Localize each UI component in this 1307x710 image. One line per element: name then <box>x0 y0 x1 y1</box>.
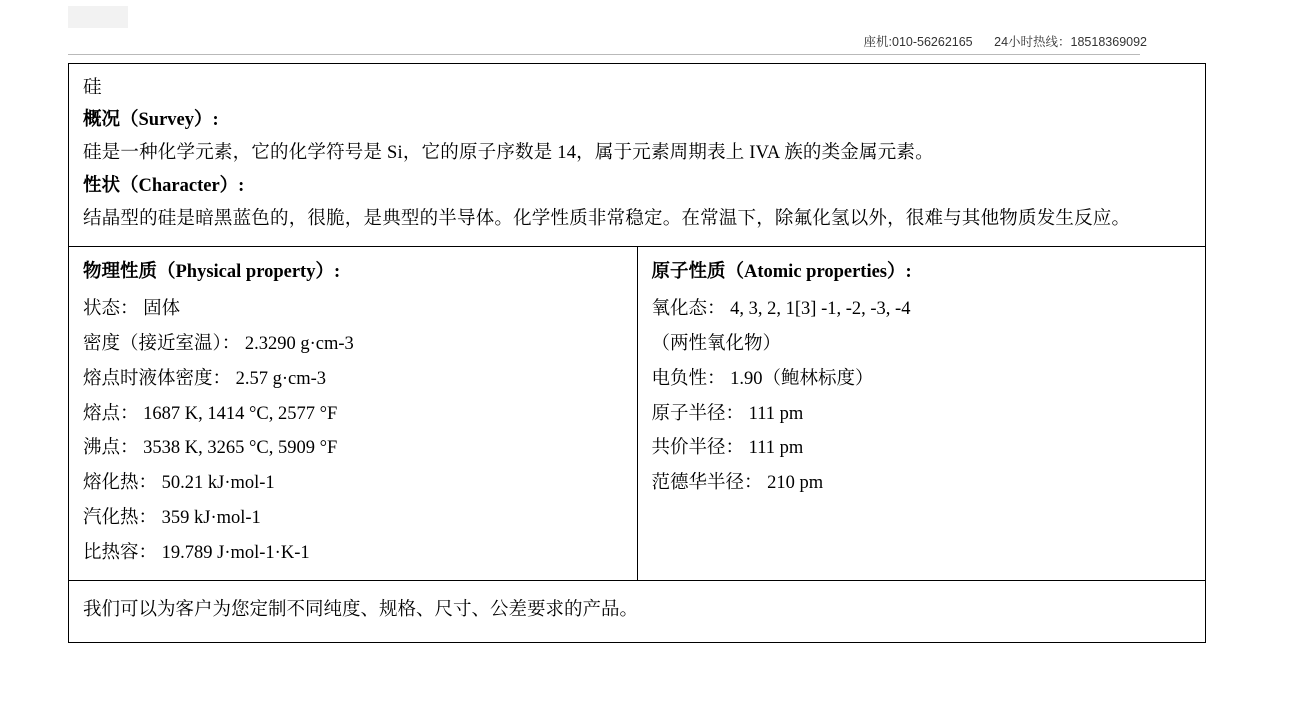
physical-line: 熔点时液体密度： 2.57 g·cm-3 <box>83 368 327 389</box>
atomic-heading: 原子性质（Atomic properties）: <box>651 262 912 283</box>
physical-heading: 物理性质（Physical property）: <box>83 262 341 283</box>
character-text: 结晶型的硅是暗黑蓝色的，很脆，是典型的半导体。化学性质非常稳定。在常温下，除氟化氢以外，很难与其他物质发生反应。 <box>83 209 1131 230</box>
table-row-overview <box>69 64 1206 247</box>
table-row-footer <box>69 581 1206 643</box>
physical-line: 熔化热： 50.21 kJ·mol-1 <box>83 473 275 494</box>
atomic-line: 范德华半径： 210 pm <box>651 473 824 494</box>
header-contact-info <box>864 32 1147 50</box>
logo-placeholder <box>68 6 128 28</box>
hotline-phone: 24小时热线：18518369092 <box>994 35 1147 49</box>
custom-order-note: 我们可以为客户为您定制不同纯度、规格、尺寸、公差要求的产品。 <box>83 600 639 621</box>
overview-cell <box>69 64 1206 247</box>
atomic-line: （两性氧化物） <box>651 333 782 354</box>
atomic-property-cell <box>637 247 1206 581</box>
table-row-properties <box>69 247 1206 581</box>
physical-line: 密度（接近室温）： 2.3290 g·cm-3 <box>83 333 354 354</box>
character-heading: 性状（Character）: <box>83 176 245 197</box>
custom-order-cell <box>69 581 1206 643</box>
element-info-table <box>68 63 1206 643</box>
page-header <box>0 0 1307 56</box>
survey-heading: 概况（Survey）: <box>83 110 219 131</box>
physical-line: 汽化热： 359 kJ·mol-1 <box>83 507 261 528</box>
physical-line: 沸点： 3538 K, 3265 °C, 5909 °F <box>83 438 338 459</box>
physical-line: 比热容： 19.789 J·mol-1·K-1 <box>83 542 310 563</box>
atomic-line: 氧化态： 4, 3, 2, 1[3] -1, -2, -3, -4 <box>651 299 911 320</box>
survey-text: 硅是一种化学元素，它的化学符号是 Si，它的原子序数是 14，属于元素周期表上 IVA 族的类金属元素。 <box>83 143 934 164</box>
atomic-line: 原子半径： 111 pm <box>651 403 804 424</box>
office-phone: 座机:010-56262165 <box>863 35 973 49</box>
header-divider <box>68 54 1140 55</box>
atomic-line: 共价半径： 111 pm <box>651 438 804 459</box>
physical-line: 状态： 固体 <box>83 299 181 320</box>
physical-line: 熔点： 1687 K, 1414 °C, 2577 °F <box>83 403 338 424</box>
atomic-line: 电负性： 1.90（鲍林标度） <box>651 368 874 389</box>
element-name: 硅 <box>83 78 102 98</box>
physical-property-cell <box>69 247 638 581</box>
